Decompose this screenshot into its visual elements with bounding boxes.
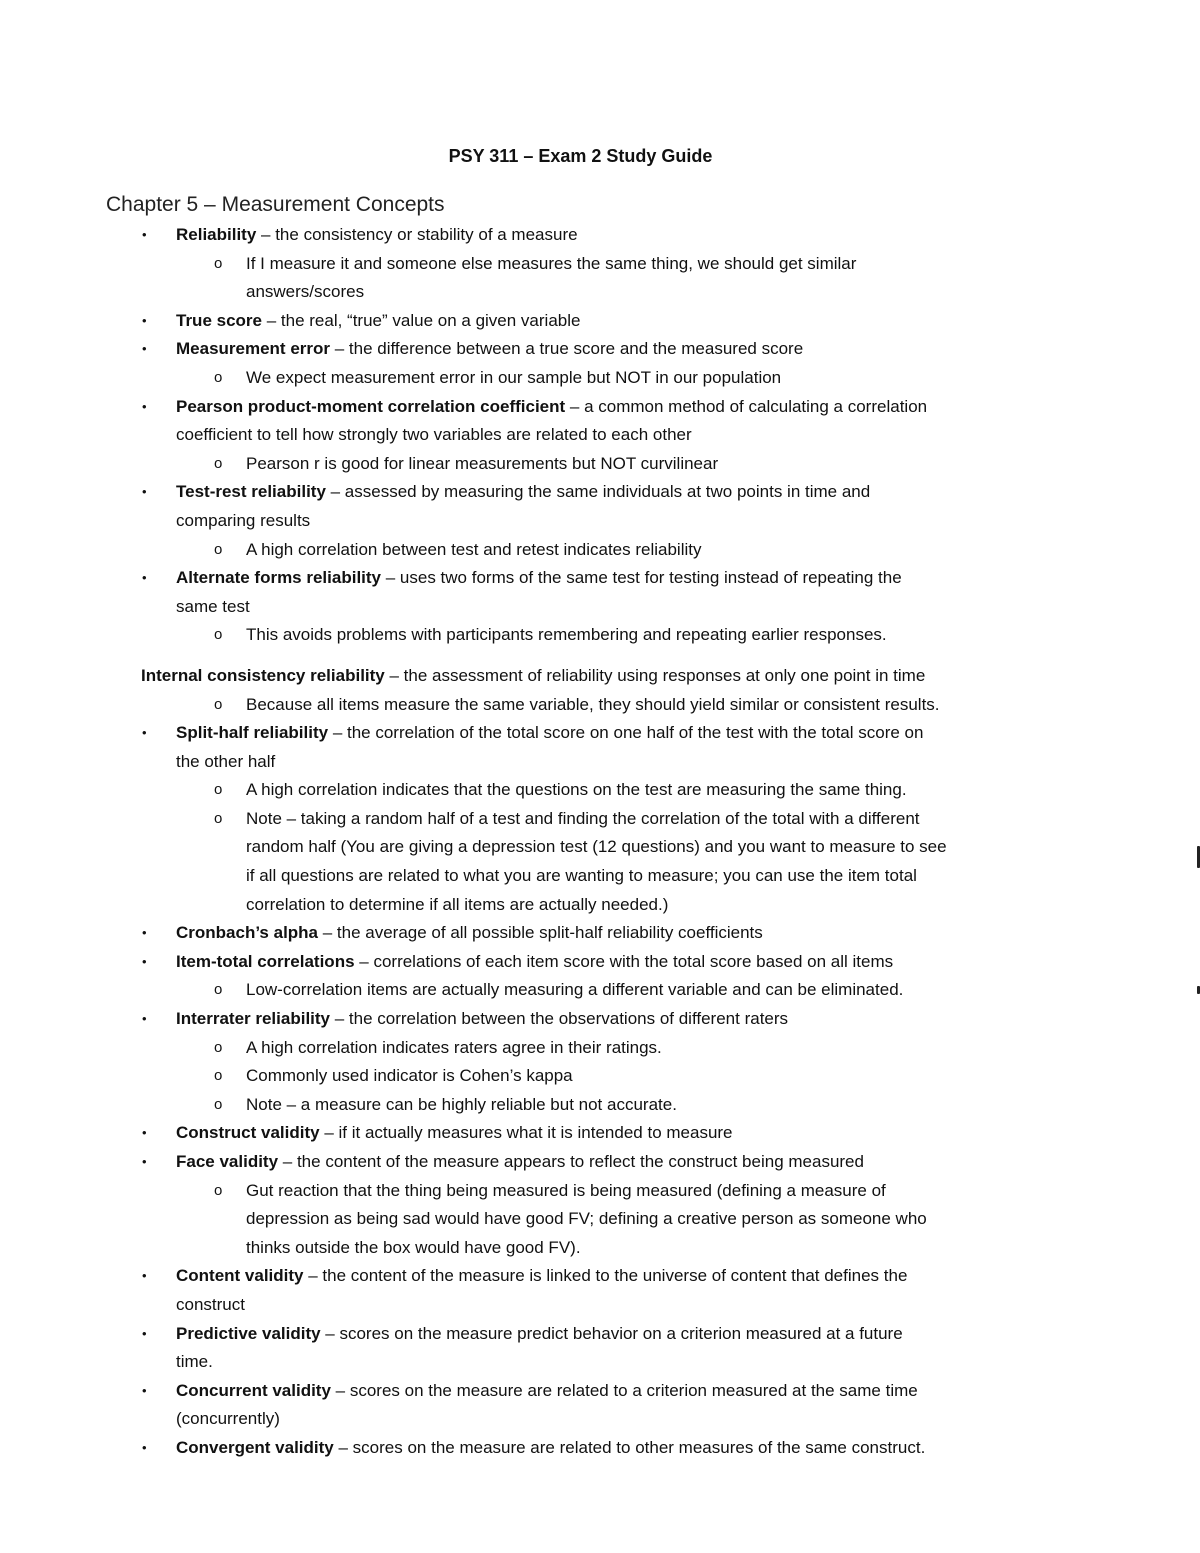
bullet-item xyxy=(0,393,1200,422)
bullet-item-continuation xyxy=(0,1348,1200,1377)
definition-text: Note – taking a random half of a test and finding the correlation of the total with a different xyxy=(246,808,920,828)
definition-text: – the content of the measure is linked to the universe of content that defines the xyxy=(303,1266,908,1286)
term: Item-total correlations xyxy=(176,951,355,971)
sub-item xyxy=(0,976,1200,1005)
definition-text: Gut reaction that the thing being measured is being measured (defining a measure of xyxy=(246,1180,886,1200)
bullet-item-continuation xyxy=(0,1405,1200,1434)
term: True score xyxy=(176,310,262,330)
bullet-marker: • xyxy=(142,341,147,357)
bullet-item xyxy=(0,948,1200,977)
sub-item xyxy=(0,805,1200,834)
definition-text: If I measure it and someone else measures the same thing, we should get similar xyxy=(246,253,857,273)
bullet-marker: • xyxy=(142,1325,147,1341)
sub-item xyxy=(0,776,1200,805)
bullet-item-continuation xyxy=(0,593,1200,622)
term: Concurrent validity xyxy=(176,1380,331,1400)
sub-bullet-marker: o xyxy=(214,368,223,386)
bullet-item xyxy=(0,1262,1200,1291)
definition-text: This avoids problems with participants remembering and repeating earlier responses. xyxy=(246,625,887,645)
definition-text: – scores on the measure are related to other measures of the same construct. xyxy=(333,1437,926,1457)
definition-text: A high correlation indicates that the questions on the test are measuring the same thing. xyxy=(246,780,907,800)
definition-text: (concurrently) xyxy=(176,1409,280,1429)
term: Cronbach’s alpha xyxy=(176,923,319,943)
bullet-marker: • xyxy=(142,1439,147,1455)
definition-text: if all questions are related to what you are wanting to measure; you can use the item total xyxy=(246,866,917,886)
term: Measurement error xyxy=(176,339,331,359)
bullet-item-continuation xyxy=(0,421,1200,450)
definition-text: Because all items measure the same variable, they should yield similar or consistent results. xyxy=(246,694,940,714)
bullet-item xyxy=(0,221,1200,250)
sub-item-continuation xyxy=(0,1205,1200,1234)
sub-item xyxy=(0,364,1200,393)
sub-item-continuation xyxy=(0,891,1200,920)
term: Internal consistency reliability xyxy=(141,665,385,685)
definition-text: – the correlation between the observations of different raters xyxy=(330,1009,789,1029)
bullet-item xyxy=(0,1434,1200,1463)
definition-text: – scores on the measure predict behavior on a criterion measured at a future xyxy=(320,1323,903,1343)
sub-item xyxy=(0,1177,1200,1206)
definition-text: construct xyxy=(176,1294,245,1314)
sub-bullet-marker: o xyxy=(214,809,223,827)
sub-bullet-marker: o xyxy=(214,540,223,558)
definition-text: – if it actually measures what it is intended to measure xyxy=(319,1123,733,1143)
definition-text: depression as being sad would have good FV; defining a creative person as someone who xyxy=(246,1209,927,1229)
bullet-marker: • xyxy=(142,1154,147,1169)
definition-text: answers/scores xyxy=(246,282,365,302)
definition-text: – the consistency or stability of a measure xyxy=(256,225,578,244)
study-guide-list xyxy=(0,221,1200,1463)
definition-text: – the difference between a true score and the measured score xyxy=(330,339,804,359)
chapter-heading: Chapter 5 – Measurement Concepts xyxy=(106,193,445,216)
term: Split-half reliability xyxy=(176,723,329,743)
term: Pearson product-moment correlation coefficient xyxy=(176,396,566,416)
bullet-item-continuation xyxy=(0,1291,1200,1320)
bullet-item xyxy=(0,719,1200,748)
sub-item-continuation xyxy=(0,278,1200,307)
sub-item xyxy=(0,536,1200,565)
sub-item-continuation xyxy=(0,1234,1200,1263)
sub-item xyxy=(0,1034,1200,1063)
sub-bullet-marker: o xyxy=(214,1038,223,1056)
bullet-item xyxy=(0,478,1200,507)
definition-text: coefficient to tell how strongly two variables are related to each other xyxy=(176,425,692,445)
term: Reliability xyxy=(176,225,257,244)
bullet-item-continuation xyxy=(0,748,1200,777)
definition-text: correlation to determine if all items are actually needed.) xyxy=(246,894,669,914)
sub-bullet-marker: o xyxy=(214,1095,223,1113)
bullet-marker: • xyxy=(142,1125,147,1141)
sub-item xyxy=(0,1091,1200,1120)
definition-text: time. xyxy=(176,1352,213,1372)
term: Predictive validity xyxy=(176,1323,321,1343)
definition-text: Commonly used indicator is Cohen’s kappa xyxy=(246,1066,573,1086)
paragraph-line xyxy=(0,662,1200,691)
sub-bullet-marker: o xyxy=(214,1067,223,1085)
sub-bullet-marker: o xyxy=(214,781,223,799)
definition-text: – assessed by measuring the same individuals at two points in time and xyxy=(325,482,871,502)
sub-bullet-marker: o xyxy=(214,254,223,272)
bullet-item xyxy=(0,1148,1200,1177)
bullet-item xyxy=(0,1377,1200,1406)
definition-text: – the real, “true” value on a given variable xyxy=(262,310,581,330)
bullet-marker: • xyxy=(142,312,147,328)
definition-text: – uses two forms of the same test for testing instead of repeating the xyxy=(381,568,902,588)
term: Construct validity xyxy=(176,1123,320,1143)
sub-item xyxy=(0,621,1200,650)
definition-text: Note – a measure can be highly reliable but not accurate. xyxy=(246,1094,677,1114)
definition-text: – correlations of each item score with the total score based on all items xyxy=(354,951,894,971)
bullet-item xyxy=(0,1005,1200,1034)
definition-text: – the average of all possible split-half reliability coefficients xyxy=(318,923,763,943)
definition-text: – the correlation of the total score on one half of the test with the total score on xyxy=(328,723,924,743)
bullet-item xyxy=(0,919,1200,948)
definition-text: same test xyxy=(176,596,250,616)
bullet-item xyxy=(0,335,1200,364)
bullet-marker: • xyxy=(142,484,147,500)
term: Face validity xyxy=(176,1152,279,1171)
definition-text: We expect measurement error in our sample but NOT in our population xyxy=(246,367,782,387)
sub-item-continuation xyxy=(0,862,1200,891)
definition-text: – the assessment of reliability using responses at only one point in time xyxy=(384,665,926,685)
definition-text: A high correlation between test and retest indicates reliability xyxy=(246,539,702,559)
bullet-item xyxy=(0,307,1200,336)
sub-item xyxy=(0,250,1200,279)
bullet-item xyxy=(0,1119,1200,1148)
sub-bullet-marker: o xyxy=(214,981,223,999)
sub-item xyxy=(0,1062,1200,1091)
sub-item xyxy=(0,450,1200,479)
sub-bullet-marker: o xyxy=(214,454,223,472)
bullet-item xyxy=(0,1320,1200,1349)
sub-bullet-marker: o xyxy=(214,626,223,644)
term: Convergent validity xyxy=(176,1437,334,1457)
term: Content validity xyxy=(176,1266,304,1286)
definition-text: Pearson r is good for linear measurements but NOT curvilinear xyxy=(246,453,719,473)
definition-text: Low-correlation items are actually measuring a different variable and can be eliminated. xyxy=(246,980,904,1000)
sub-bullet-marker: o xyxy=(214,1181,223,1199)
definition-text: – scores on the measure are related to a criterion measured at the same time xyxy=(330,1380,918,1400)
bullet-marker: • xyxy=(142,570,147,586)
bullet-marker: • xyxy=(142,227,147,242)
bullet-item xyxy=(0,564,1200,593)
bullet-marker: • xyxy=(142,398,147,414)
bullet-marker: • xyxy=(142,1011,147,1027)
bullet-marker: • xyxy=(142,925,147,941)
sub-item xyxy=(0,691,1200,720)
definition-text: – a common method of calculating a correlation xyxy=(565,396,928,416)
definition-text: the other half xyxy=(176,751,276,771)
term: Interrater reliability xyxy=(176,1009,331,1029)
definition-text: thinks outside the box would have good FV). xyxy=(246,1237,581,1257)
bullet-item-continuation xyxy=(0,507,1200,536)
bullet-marker: • xyxy=(142,1382,147,1398)
term: Alternate forms reliability xyxy=(176,568,382,588)
page-title: PSY 311 – Exam 2 Study Guide xyxy=(448,146,713,166)
definition-text: comparing results xyxy=(176,510,311,530)
bullet-marker: • xyxy=(142,953,147,969)
sub-item-continuation xyxy=(0,833,1200,862)
definition-text: random half (You are giving a depression test (12 questions) and you want to measure to see xyxy=(246,837,947,857)
term: Test-rest reliability xyxy=(176,482,326,502)
definition-text: – the content of the measure appears to reflect the construct being measured xyxy=(278,1152,864,1171)
sub-bullet-marker: o xyxy=(214,695,223,713)
bullet-marker: • xyxy=(142,1268,147,1284)
definition-text: A high correlation indicates raters agree in their ratings. xyxy=(246,1037,662,1057)
bullet-marker: • xyxy=(142,725,147,741)
